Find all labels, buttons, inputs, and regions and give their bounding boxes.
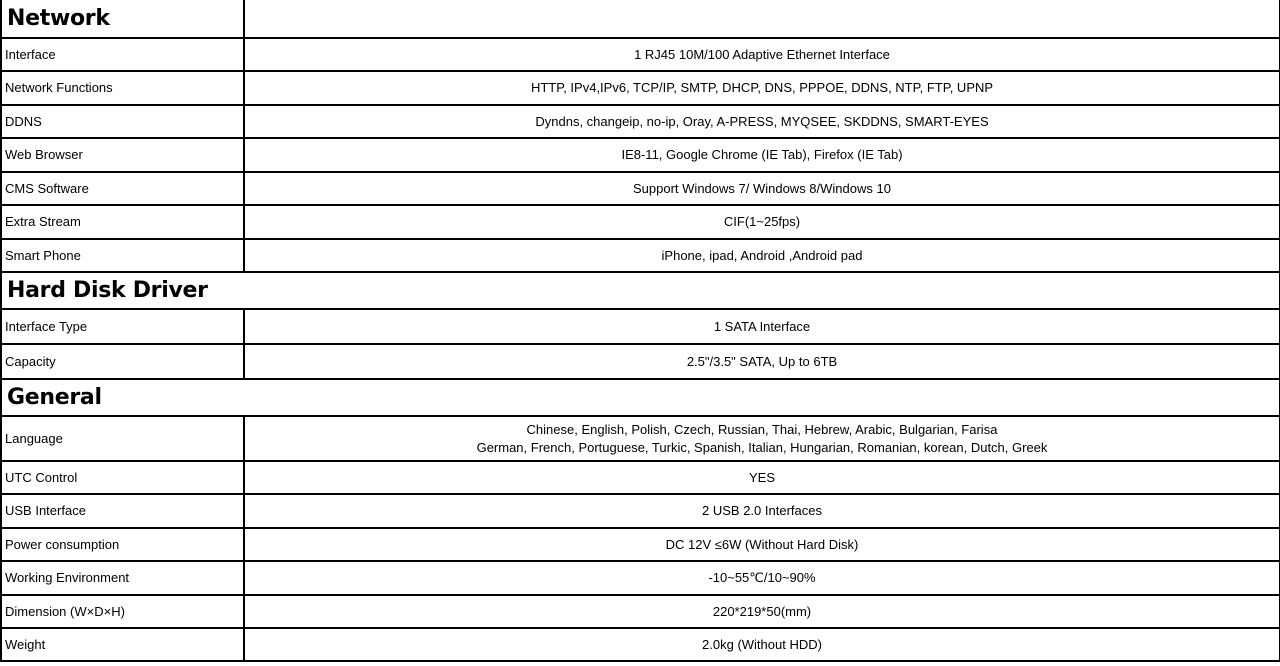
language-line-1: Chinese, English, Polish, Czech, Russian, Thai, Hebrew, Arabic, Bulgarian, Farisa <box>526 421 998 437</box>
row-label: Extra Stream <box>1 205 244 239</box>
table-row <box>1 71 1280 105</box>
row-value: -10~55℃/10~90% <box>244 561 1280 595</box>
section-title: Network <box>1 0 244 38</box>
section-header-network <box>1 0 1280 38</box>
row-value: 220*219*50(mm) <box>244 595 1280 628</box>
row-value: YES <box>244 461 1280 494</box>
row-label: Working Environment <box>1 561 244 595</box>
row-value: DC 12V ≤6W (Without Hard Disk) <box>244 528 1280 561</box>
row-value: iPhone, ipad, Android ,Android pad <box>244 239 1280 272</box>
row-value: IE8-11, Google Chrome (IE Tab), Firefox (IE Tab) <box>244 138 1280 172</box>
section-title-filler <box>244 0 1280 38</box>
table-row <box>1 628 1280 661</box>
table-row <box>1 344 1280 379</box>
row-label: DDNS <box>1 105 244 138</box>
row-label: Interface <box>1 38 244 71</box>
row-value: 2 USB 2.0 Interfaces <box>244 494 1280 528</box>
row-label: Capacity <box>1 344 244 379</box>
section-title: General <box>1 379 1280 416</box>
table-row <box>1 528 1280 561</box>
row-label: CMS Software <box>1 172 244 205</box>
row-label: Weight <box>1 628 244 661</box>
table-row <box>1 138 1280 172</box>
row-label: UTC Control <box>1 461 244 494</box>
row-value: 1 RJ45 10M/100 Adaptive Ethernet Interface <box>244 38 1280 71</box>
row-label: Language <box>1 416 244 461</box>
row-value: HTTP, IPv4,IPv6, TCP/IP, SMTP, DHCP, DNS, PPPOE, DDNS, NTP, FTP, UPNP <box>244 71 1280 105</box>
section-title: Hard Disk Driver <box>1 272 1280 309</box>
table-row <box>1 105 1280 138</box>
table-row <box>1 461 1280 494</box>
row-value: Dyndns, changeip, no-ip, Oray, A-PRESS, MYQSEE, SKDDNS, SMART-EYES <box>244 105 1280 138</box>
row-label: Smart Phone <box>1 239 244 272</box>
row-label: Web Browser <box>1 138 244 172</box>
table-row <box>1 38 1280 71</box>
row-label: Power consumption <box>1 528 244 561</box>
table-row <box>1 205 1280 239</box>
table-row <box>1 561 1280 595</box>
row-label: Dimension (W×D×H) <box>1 595 244 628</box>
table-row <box>1 494 1280 528</box>
row-label: Network Functions <box>1 71 244 105</box>
row-value-multiline <box>244 416 1280 461</box>
row-value: 2.5"/3.5" SATA, Up to 6TB <box>244 344 1280 379</box>
table-row <box>1 595 1280 628</box>
row-label: USB Interface <box>1 494 244 528</box>
row-label: Interface Type <box>1 309 244 344</box>
table-row <box>1 239 1280 272</box>
section-header-general <box>1 379 1280 416</box>
table-row <box>1 172 1280 205</box>
row-value: 2.0kg (Without HDD) <box>244 628 1280 661</box>
table-row <box>1 416 1280 461</box>
table-row <box>1 309 1280 344</box>
section-header-hard-disk <box>1 272 1280 309</box>
row-value: CIF(1~25fps) <box>244 205 1280 239</box>
row-value: Support Windows 7/ Windows 8/Windows 10 <box>244 172 1280 205</box>
language-line-2: German, French, Portuguese, Turkic, Spanish, Italian, Hungarian, Romanian, korean, Dutch, Greek <box>476 439 1048 455</box>
row-value: 1 SATA Interface <box>244 309 1280 344</box>
